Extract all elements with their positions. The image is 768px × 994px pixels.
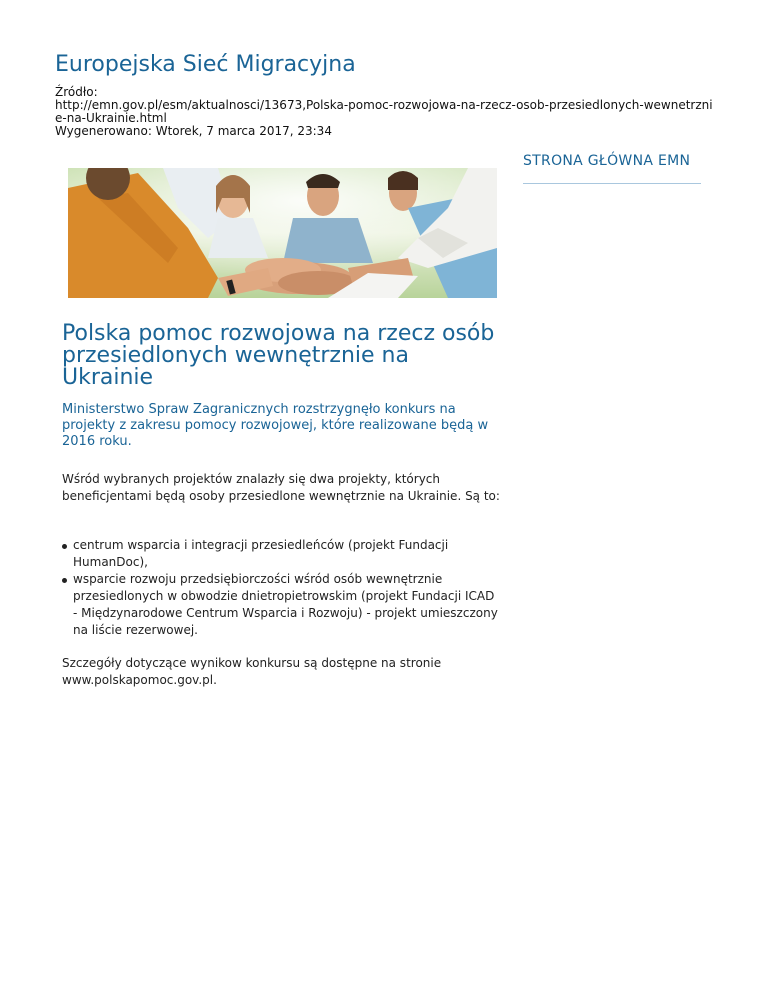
article-intro — [62, 471, 502, 505]
hero-image — [68, 168, 497, 298]
intro-paragraph: Wśród wybranych projektów znalazły się dwa projekty, których beneficjentami będą osoby przesiedlone wewnętrznie na Ukrainie. Są to: — [62, 472, 500, 503]
hero-photo-illustration — [68, 168, 497, 298]
document-meta — [55, 86, 715, 138]
bullet-icon — [62, 544, 67, 549]
site-title: Europejska Sieć Migracyjna — [55, 52, 356, 77]
bullet-icon — [62, 578, 67, 583]
generated-timestamp: Wygenerowano: Wtorek, 7 marca 2017, 23:34 — [55, 124, 332, 138]
list-item-text: wsparcie rozwoju przedsiębiorczości wśród osób wewnętrznie przesiedlonych w obwodzie dnietropietrowskim (projekt Fundacji ICAD - Międzynarodowe Centrum Wsparcia i Rozwoju) - projekt umieszczony na liście rezerwowej. — [73, 572, 498, 637]
article-lead: Ministerstwo Spraw Zagranicznych rozstrzygnęło konkurs na projekty z zakresu pomocy rozwojowej, które realizowane będą w 2016 roku. — [62, 402, 489, 449]
list-item — [62, 537, 502, 571]
list-item-text: centrum wsparcia i integracji przesiedleńców (projekt Fundacji HumanDoc), — [73, 538, 449, 569]
list-item — [62, 571, 502, 639]
article-outro: Szczegóły dotyczące wynikow konkursu są dostępne na stronie www.polskapomoc.gov.pl. — [62, 656, 442, 687]
source-label: Źródło: — [55, 85, 98, 99]
sidebar-divider — [523, 183, 701, 184]
article-title: Polska pomoc rozwojowa na rzecz osób przesiedlonych wewnętrznie na Ukrainie — [62, 321, 495, 390]
source-url[interactable]: http://emn.gov.pl/esm/aktualnosci/13673,Polska-pomoc-rozwojowa-na-rzecz-osob-przesiedlonych-wewnetrznie-na-Ukrainie.html — [55, 98, 713, 125]
project-list — [62, 537, 502, 639]
sidebar-home-link[interactable]: STRONA GŁÓWNA EMN — [523, 153, 691, 169]
